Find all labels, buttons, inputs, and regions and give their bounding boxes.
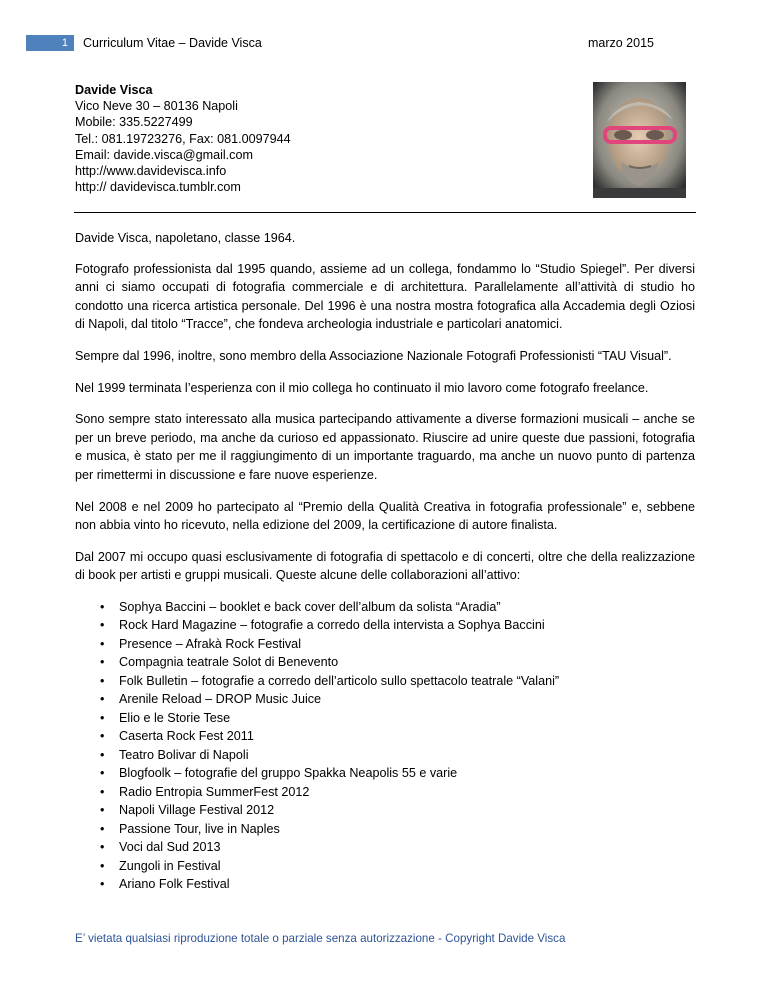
page-header <box>0 35 768 55</box>
list-item: • Voci dal Sud 2013 <box>75 838 695 857</box>
bullet: • <box>100 618 105 633</box>
list-item: • Napoli Village Festival 2012 <box>75 801 695 820</box>
paragraph-award: Nel 2008 e nel 2009 ho partecipato al “Premio della Qualità Creativa in fotografia professionale” e, sebbene non abbia vinto ho ricevuto, nella edizione del 2009, la certificazione di autore finalista. <box>75 499 695 533</box>
bullet: • <box>100 803 105 818</box>
list-item: • Presence – Afrakà Rock Festival <box>75 635 695 654</box>
collaborations-list <box>75 598 695 894</box>
bullet: • <box>100 784 105 799</box>
bullet: • <box>100 692 105 707</box>
bullet: • <box>100 747 105 762</box>
bullet: • <box>100 599 105 614</box>
bullet: • <box>100 877 105 892</box>
list-item: • Caserta Rock Fest 2011 <box>75 727 695 746</box>
contact-name: Davide Visca <box>75 83 153 97</box>
contact-tel-fax: Tel.: 081.19723276, Fax: 081.0097944 <box>75 131 291 146</box>
list-item: • Blogfoolk – fotografie del gruppo Spakka Neapolis 55 e varie <box>75 764 695 783</box>
intro-paragraph: Davide Visca, napoletano, classe 1964. <box>75 231 296 245</box>
bullet: • <box>100 655 105 670</box>
list-item: • Radio Entropia SummerFest 2012 <box>75 783 695 802</box>
header-date: marzo 2015 <box>587 36 654 50</box>
bullet: • <box>100 636 105 651</box>
contact-mobile: Mobile: 335.5227499 <box>75 115 193 130</box>
bullet: • <box>100 673 105 688</box>
list-item: • Arenile Reload – DROP Music Juice <box>75 690 695 709</box>
bullet: • <box>100 710 105 725</box>
list-item: • Teatro Bolivar di Napoli <box>75 746 695 765</box>
list-item: • Sophya Baccini – booklet e back cover dell’album da solista “Aradia” <box>75 598 695 617</box>
bullet: • <box>100 729 105 744</box>
header-title: Curriculum Vitae – Davide Visca <box>83 36 262 50</box>
list-item: • Compagnia teatrale Solot di Benevento <box>75 653 695 672</box>
bullet: • <box>100 840 105 855</box>
contact-website: http://www.davidevisca.info <box>75 164 227 179</box>
paragraph-collaborations-intro: Dal 2007 mi occupo quasi esclusivamente di fotografia di spettacolo e di concerti, oltre che della realizzazione di book per artisti e gruppi musicali. Queste alcune delle collaborazioni all’attivo: <box>75 549 695 583</box>
paragraph-music: Sono sempre stato interessato alla musica partecipando attivamente a diverse formazioni musicali – anche se per un breve periodo, ma anche da curioso ed appassionato. Riuscire ad unire queste due passioni, fotografia e musica, è stato per me il raggiungimento di un importante traguardo, ma anche un nuovo punto di partenza per rimettermi in discussione e fare nuove esperienze. <box>75 412 695 482</box>
list-item: • Ariano Folk Festival <box>75 875 695 894</box>
cv-body <box>75 229 695 894</box>
contact-email: Email: davide.visca@gmail.com <box>75 147 253 162</box>
copyright-footer: E’ vietata qualsiasi riproduzione totale o parziale senza autorizzazione - Copyright Davide Visca <box>75 932 566 945</box>
list-item: • Folk Bulletin – fotografie a corredo dell’articolo sullo spettacolo teatrale “Valani” <box>75 672 695 691</box>
page-number: 1 <box>26 35 74 51</box>
bullet: • <box>100 821 105 836</box>
paragraph-career: Fotografo professionista dal 1995 quando, assieme ad un collega, fondammo lo “Studio Spiegel”. Per diversi anni ci siamo occupati di fotografia commerciale e di architettura. Parallelamente all’attività di studio ho condotto una ricerca artistica personale. Del 1996 è una nostra mostra fotografica alla Accademia degli Oziosi di Napoli, dal titolo “Tracce”, che fondeva archeologia industriale e particolari anatomici. <box>75 261 695 332</box>
contact-tumblr: http:// davidevisca.tumblr.com <box>75 180 241 195</box>
list-item: • Rock Hard Magazine – fotografie a corredo della intervista a Sophya Baccini <box>75 616 695 635</box>
list-item: • Passione Tour, live in Naples <box>75 820 695 839</box>
list-item: • Elio e le Storie Tese <box>75 709 695 728</box>
bullet: • <box>100 766 105 781</box>
paragraph-freelance: Nel 1999 terminata l’esperienza con il mio collega ho continuato il mio lavoro come fotografo freelance. <box>75 380 649 395</box>
header-divider <box>74 212 696 213</box>
contact-block <box>75 82 291 195</box>
contact-address: Vico Neve 30 – 80136 Napoli <box>75 99 238 114</box>
paragraph-association: Sempre dal 1996, inoltre, sono membro della Associazione Nazionale Fotografi Professionisti “TAU Visual”. <box>75 348 672 363</box>
bullet: • <box>100 858 105 873</box>
profile-photo <box>593 82 686 198</box>
list-item: • Zungoli in Festival <box>75 857 695 876</box>
